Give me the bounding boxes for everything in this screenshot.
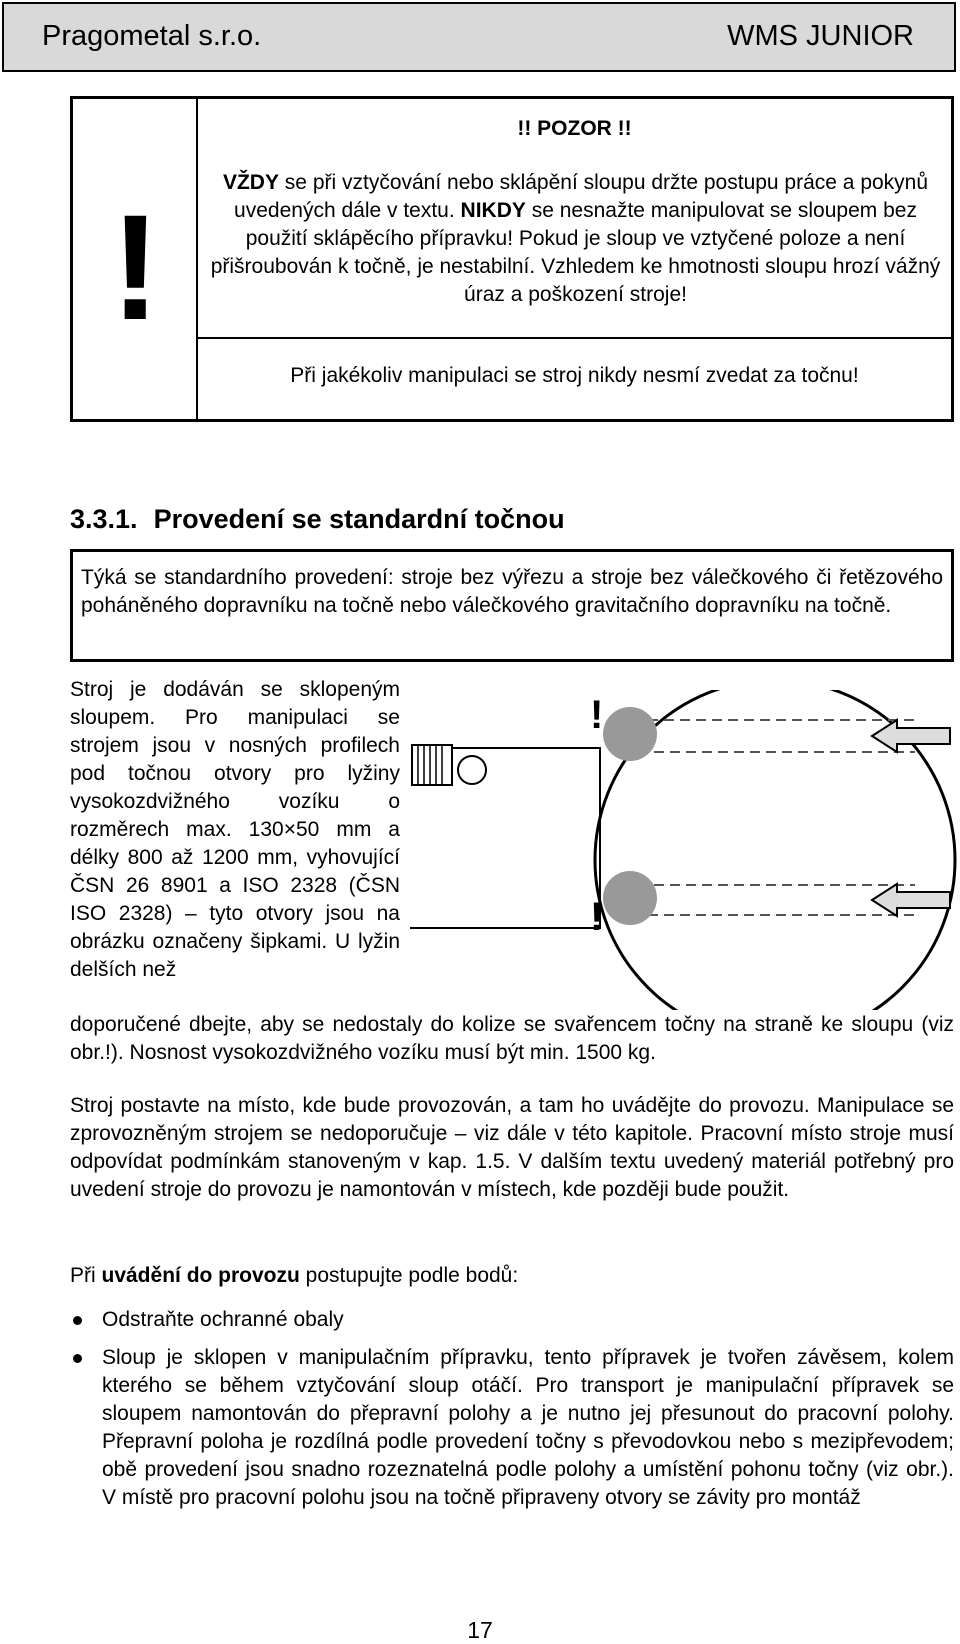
turntable-frame <box>410 748 600 928</box>
list-item <box>70 1344 954 1512</box>
placement-text: Stroj postavte na místo, kde bude provozován, a tam ho uvádějte do provozu. Manipulace se zprovozněným strojem se nedoporučuje – viz dále v této kapitole. Pracovní místo stroje musí odpovídat podmínkám stanoveným v kap. 1.5. V dalším textu uvedený materiál potřebný pro uvedení stroje do provozu je namontován v místech, kde později bude použit. <box>70 1094 954 1201</box>
list-item-text: Sloup je sklopen v manipulačním přípravku, tento přípravek je tvořen závěsem, kolem kterého se během vztyčování sloup otáčí. Pro transport je manipulační přípravek se sloupem namontován do přepravní polohy a je nutno jej přesunout do pracovní polohy. Přepravní poloha je rozdílná podle provedení točny s převodovkou nebo s mezipřevodem; obě provedení jsou snadno rozeznatelná podle polohy a umístění pohonu točny (viz obr.). V místě pro pracovní polohu jsou na točně připraveny otvory se závity pro montáž <box>102 1346 954 1509</box>
warning-text-part-1: se při vztyčování nebo sklápění sloupu držte postupu práce a pokynů uvedených dále v textu. <box>234 171 929 222</box>
commissioning-intro <box>70 1262 954 1290</box>
list-item <box>70 1306 954 1334</box>
collision-mark-bottom: ! <box>590 895 604 939</box>
commissioning-steps <box>70 1306 954 1522</box>
commissioning-suffix: postupujte podle bodů: <box>299 1264 519 1287</box>
transport-text: Stroj je dodáván se sklopeným sloupem. Pro manipulaci se strojem jsou v nosných profilech pod točnou otvory pro lyžiny vysokozdvižného vozíku o rozměrech max. 130×50 mm a délky 800 až 1200 mm, vyhovující ČSN 26 8901 a ISO 2328 (ČSN ISO 2328) – tyto otvory jsou na obrázku označeny šipkami. U lyžin delších než <box>70 678 400 981</box>
transport-paragraph <box>70 676 400 984</box>
fork-holes-top <box>603 707 915 761</box>
arrow-left-icon <box>872 720 950 752</box>
page-header <box>2 2 956 72</box>
warning-text <box>204 169 947 309</box>
warning-emphasis-never: NIKDY <box>460 199 526 222</box>
commissioning-text <box>70 1262 954 1290</box>
fork-holes-bottom <box>603 871 915 925</box>
drive-motor <box>412 745 486 785</box>
warning-bottom-note: Při jakékoliv manipulaci se stroj nikdy nesmí zvedat za točnu! <box>290 364 859 387</box>
collision-mark-top: ! <box>590 693 604 737</box>
section-heading <box>70 504 565 535</box>
company-name: Pragometal s.r.o. <box>42 20 262 52</box>
page-number: 17 <box>467 1617 493 1643</box>
placement-paragraph <box>70 1092 954 1204</box>
warning-emphasis-always: VŽDY <box>222 171 279 194</box>
commissioning-emphasis: uvádění do provozu <box>101 1264 300 1287</box>
transport-paragraph-continued <box>70 1011 954 1067</box>
section-number: 3.3.1. <box>70 504 138 534</box>
warning-main-cell <box>198 99 951 339</box>
transport-text-continued: doporučené dbejte, aby se nedostaly do kolize se svařencem točny na straně ke sloupu (viz obr.!). Nosnost vysokozdvižného vozíku musí být min. 1500 kg. <box>70 1013 954 1064</box>
warning-title: !! POZOR !! <box>517 117 632 140</box>
warning-text-part-2: se nesnažte manipulovat se sloupem bez použití sklápěcího přípravku! Pokud je sloup ve vztyčené poloze a není přišroubován k točně, je nestabilní. Vzhledem ke hmotnosti sloupu hrozí vážný úraz a poškození stroje! <box>210 199 941 306</box>
turntable-diagram <box>410 690 960 1010</box>
bullet-icon <box>73 1354 82 1363</box>
bullet-icon <box>73 1316 82 1325</box>
list-item-text: Odstraňte ochranné obaly <box>102 1308 344 1331</box>
warning-symbol-cell: ! <box>73 99 198 419</box>
scope-note-box: Týká se standardního provedení: stroje bez výřezu a stroje bez válečkového či řetězového poháněného dopravníku na točně nebo válečkového gravitačního dopravníku na točně. <box>70 549 954 662</box>
warning-box <box>70 96 954 422</box>
section-title: Provedení se standardní točnou <box>153 504 565 534</box>
commissioning-prefix: Při <box>70 1264 102 1287</box>
product-name: WMS JUNIOR <box>727 20 914 52</box>
arrow-left-icon <box>872 884 950 916</box>
